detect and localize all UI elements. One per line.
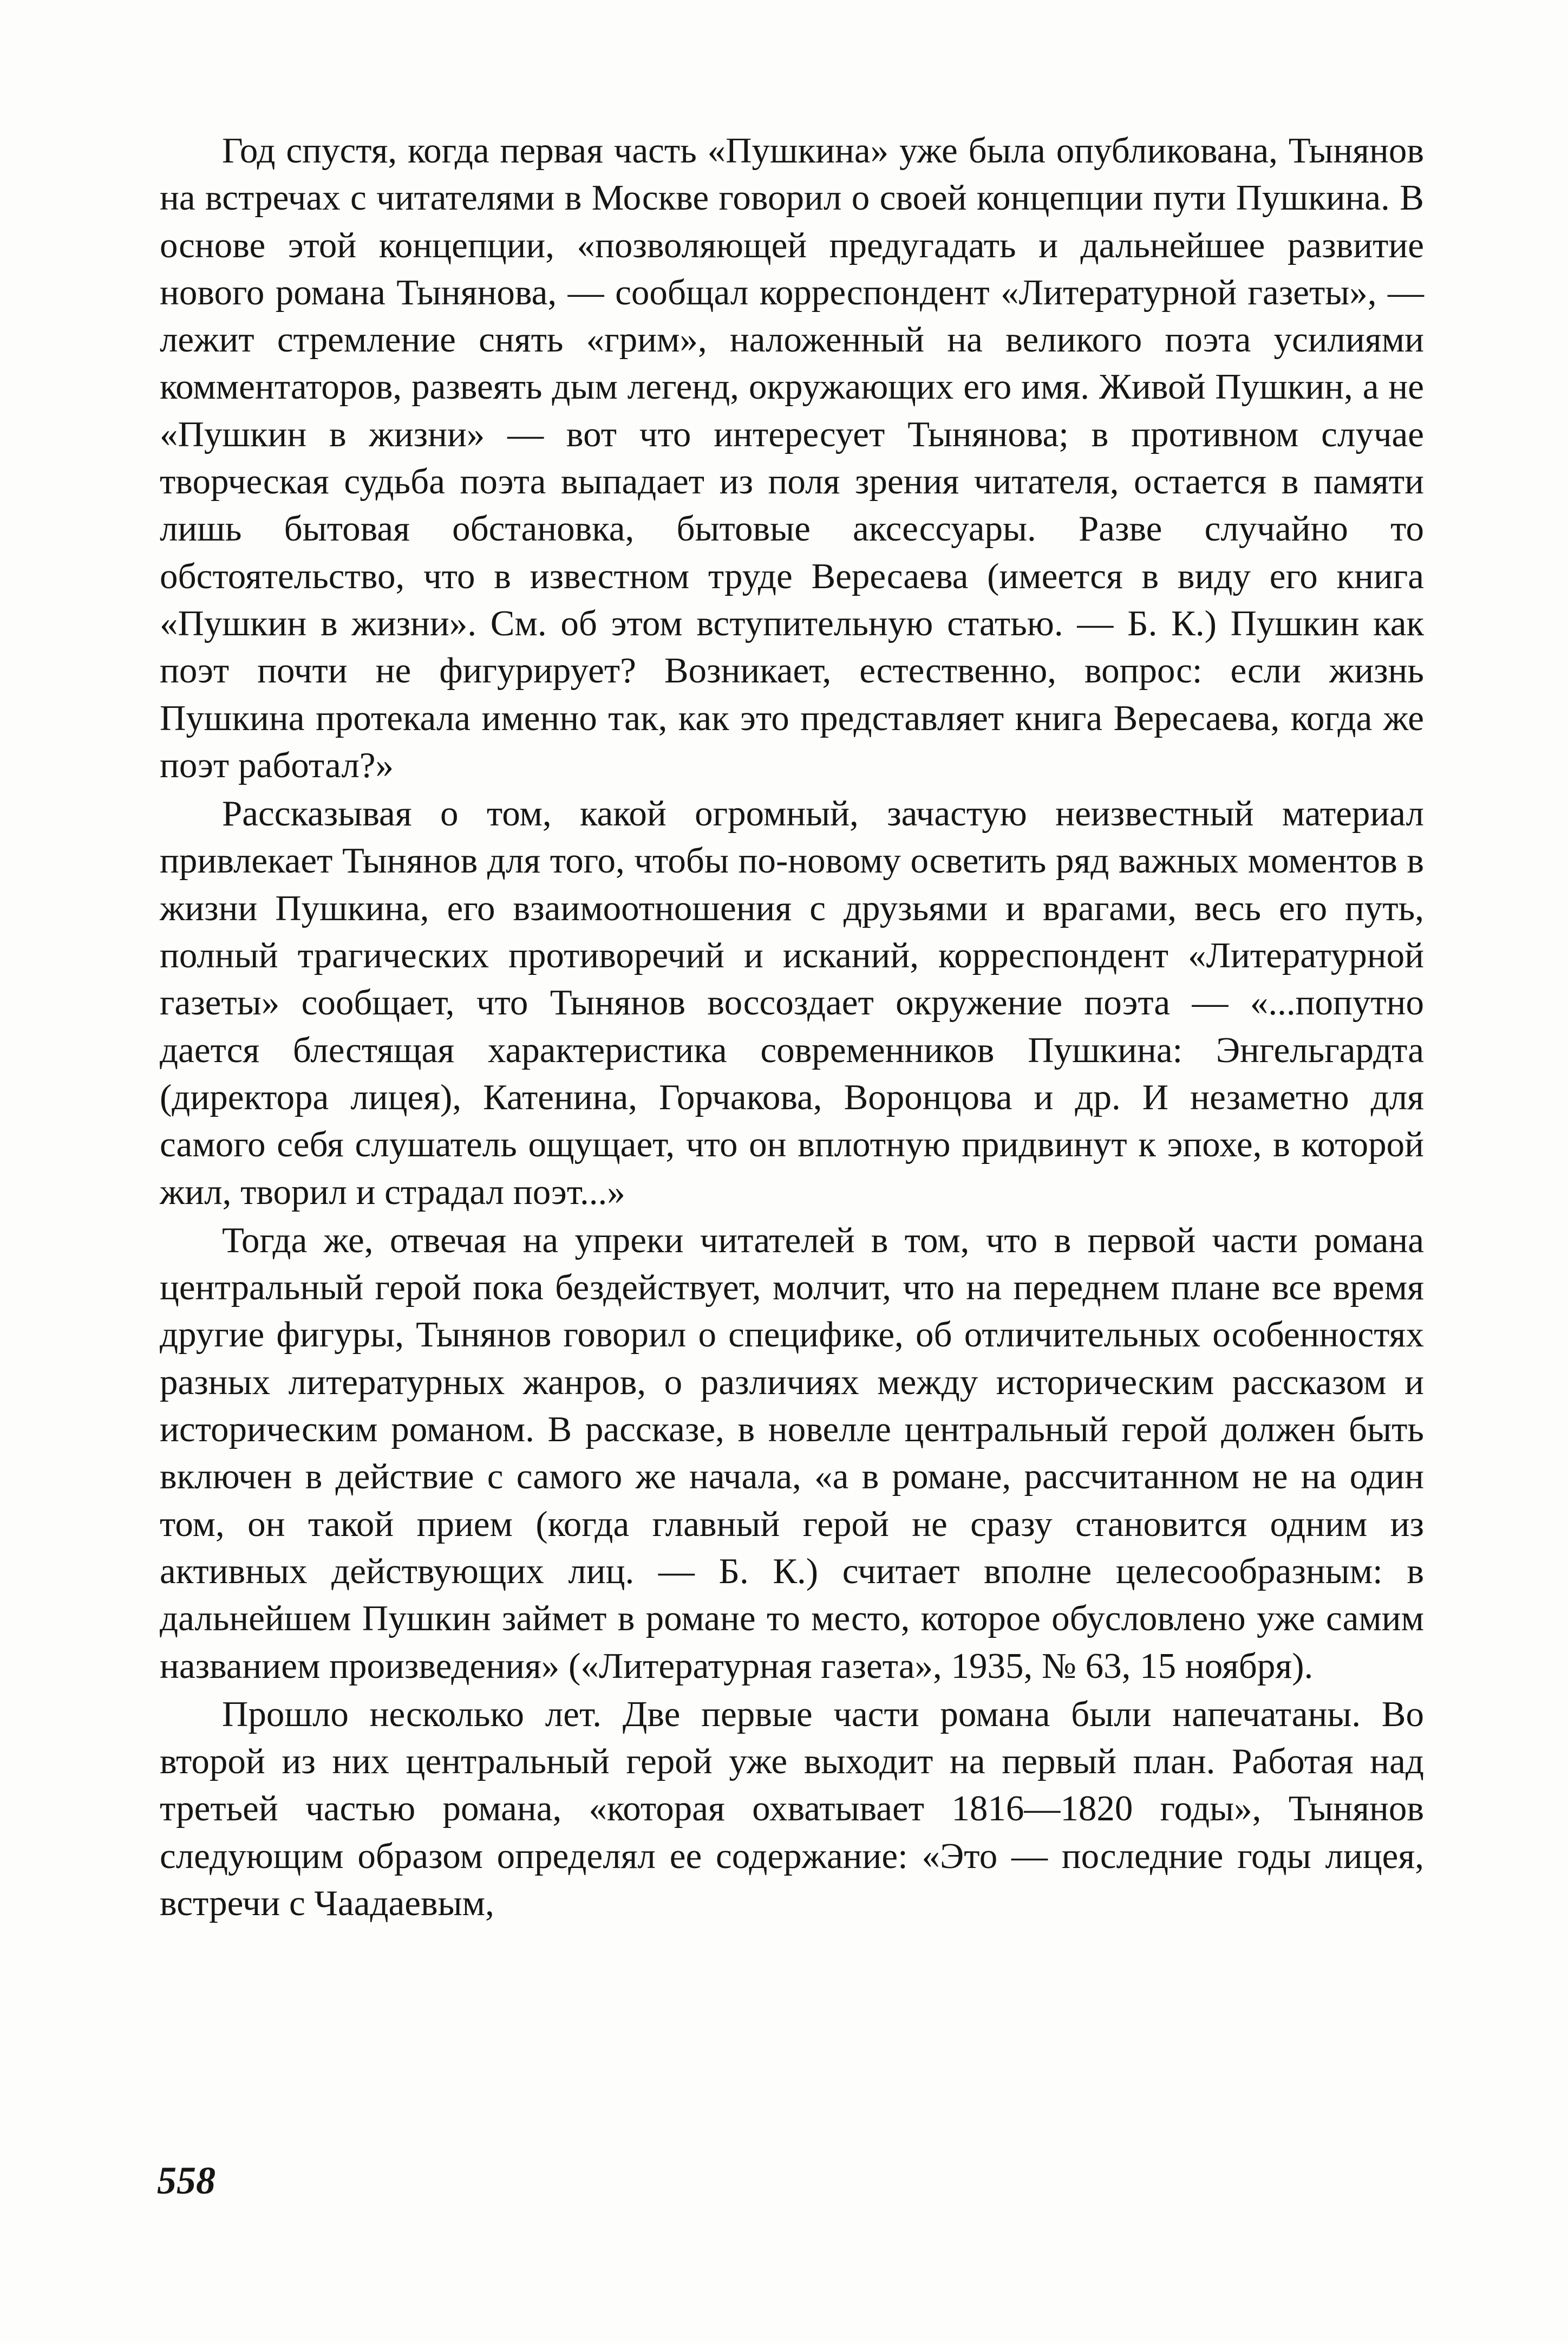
paragraph-1: Год спустя, когда первая часть «Пушкина» уже была опубликована, Тынянов на встречах с читателями в Москве говорил о своей концепции пути Пушкина. В основе этой концепции, «позволяющей предугадать и дальнейшее развитие нового романа Тынянова, — сообщал корреспондент «Литературной газеты», — лежит стремление снять «грим», наложенный на великого поэта усилиями комментаторов, развеять дым легенд, окружающих его имя. Живой Пушкин, а не «Пушкин в жизни» — вот что интересует Тынянова; в противном случае творческая судьба поэта выпадает из поля зрения читателя, остается в памяти лишь бытовая обстановка, бытовые аксессуары. Разве случайно то обстоятельство, что в известном труде Вересаева (имеется в виду его книга «Пушкин в жизни». См. об этом вступительную статью. — Б. К.) Пушкин как поэт почти не фигурирует? Возникает, естественно, вопрос: если жизнь Пушкина протекала именно так, как это представляет книга Вересаева, когда же поэт работал?» (160, 131, 1424, 785)
paragraph-2: Рассказывая о том, какой огромный, зачастую неизвестный материал привлекает Тынянов для того, чтобы по-новому осветить ряд важных моментов в жизни Пушкина, его взаимоотношения с друзьями и врагами, весь его путь, полный трагических противоречий и исканий, корреспондент «Литературной газеты» сообщает, что Тынянов воссоздает окружение поэта — «...попутно дается блестящая характеристика современников Пушкина: Энгельгардта (директора лицея), Катенина, Горчакова, Воронцова и др. И незаметно для самого себя слушатель ощущает, что он вплотную придвинут к эпохе, в которой жил, творил и страдал поэт...» (160, 793, 1424, 1212)
paragraph-3: Тогда же, отвечая на упреки читателей в том, что в первой части романа центральный герой пока бездействует, молчит, что на переднем плане все время другие фигуры, Тынянов говорил о специфике, об отличительных особенностях разных литературных жанров, о различиях между историческим рассказом и историческим романом. В рассказе, в новелле центральный герой должен быть включен в действие с самого же начала, «а в романе, рассчитанном не на один том, он такой прием (когда главный герой не сразу становится одним из активных действующих лиц. — Б. К.) считает вполне целесообразным: в дальнейшем Пушкин займет в романе то место, которое обусловлено уже самим названием произведения» («Литературная газета», 1935, № 63, 15 ноября). (160, 1220, 1424, 1686)
paragraph-4: Прошло несколько лет. Две первые части романа были напечатаны. Во второй из них центральный герой уже выходит на первый план. Работая над третьей частью романа, «которая охватывает 1816—1820 годы», Тынянов следующим образом определял ее содержание: «Это — последние годы лицея, встречи с Чаадаевым, (160, 1694, 1424, 1923)
page-number: 558 (157, 2159, 215, 2202)
body-text (160, 127, 1424, 1928)
